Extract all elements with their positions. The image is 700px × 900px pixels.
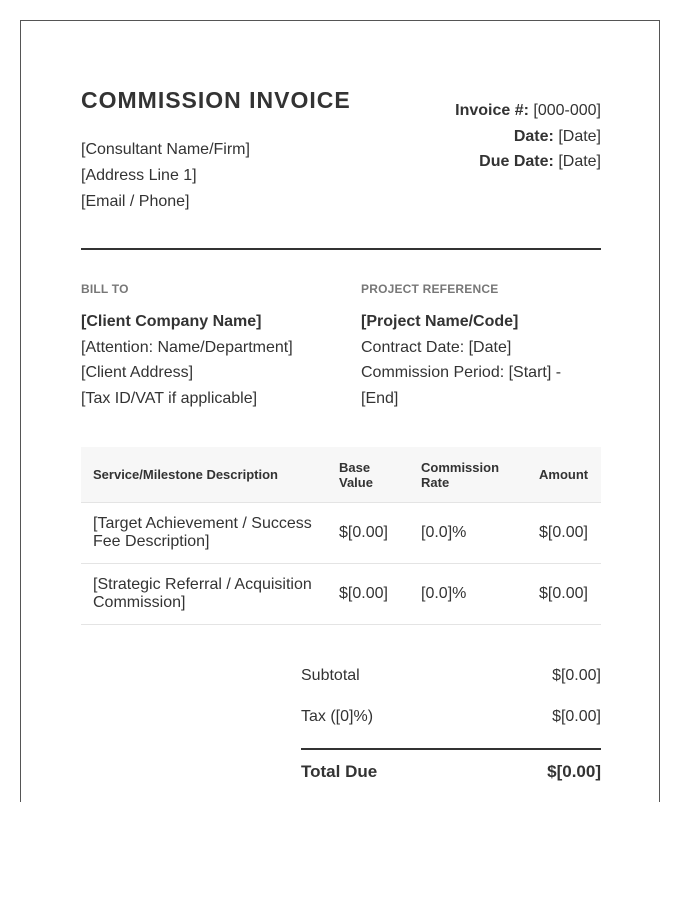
invoice-number-label: Invoice #: — [455, 102, 529, 119]
row-base-value: $[0.00] — [328, 564, 410, 625]
invoice-meta — [455, 98, 601, 175]
row-amount: $[0.00] — [527, 503, 601, 564]
subtotal-row — [301, 661, 601, 702]
contract-date: Contract Date: [Date] — [361, 338, 512, 356]
invoice-date-label: Date: — [513, 127, 554, 145]
invoice-date-value: [Date] — [558, 127, 601, 145]
table-row — [81, 564, 601, 625]
invoice-date-row — [455, 124, 601, 150]
table-row — [81, 503, 601, 564]
client-tax-id: [Tax ID/VAT if applicable] — [81, 389, 258, 407]
client-address: [Client Address] — [81, 364, 194, 381]
issuer-address: [Address Line 1] — [81, 167, 197, 184]
header-description: Service/Milestone Description — [81, 447, 328, 503]
issuer-name: [Consultant Name/Firm] — [81, 141, 250, 158]
header-divider — [81, 248, 601, 250]
due-date-value: [Date] — [558, 153, 601, 170]
row-description: [Target Achievement / Success Fee Description] — [81, 503, 328, 564]
bill-to-block — [81, 281, 321, 411]
subtotal-value: $[0.00] — [552, 667, 601, 684]
issuer-contact: [Email / Phone] — [81, 193, 190, 210]
client-company: [Client Company Name] — [81, 313, 262, 330]
row-commission-rate: [0.0]% — [410, 503, 527, 564]
bill-to-heading: BILL TO — [81, 282, 129, 296]
tax-row — [301, 702, 601, 743]
total-due-value: $[0.00] — [547, 762, 601, 781]
client-attention: [Attention: Name/Department] — [81, 338, 293, 356]
invoice-title: COMMISSION INVOICE — [81, 87, 351, 113]
subtotal-label: Subtotal — [301, 667, 360, 684]
tax-label: Tax ([0]%) — [301, 708, 374, 725]
row-base-value: $[0.00] — [328, 503, 410, 564]
header-amount: Amount — [527, 447, 601, 503]
line-items-table — [81, 447, 601, 625]
row-commission-rate: [0.0]% — [410, 564, 527, 625]
row-description: [Strategic Referral / Acquisition Commission] — [81, 564, 328, 625]
total-due-label: Total Due — [301, 762, 378, 781]
header-base-value: Base Value — [328, 447, 410, 503]
totals-block — [301, 661, 601, 801]
project-reference-block — [361, 281, 601, 411]
tax-value: $[0.00] — [552, 708, 601, 725]
due-date-label: Due Date: — [479, 153, 554, 170]
project-reference-heading: PROJECT REFERENCE — [361, 282, 499, 296]
commission-period: Commission Period: [Start] - [End] — [361, 364, 562, 407]
totals-divider — [301, 748, 601, 750]
table-header-row — [81, 447, 601, 503]
issuer-block — [81, 137, 250, 215]
invoice-number-value: [000-000] — [533, 102, 601, 119]
due-date-row — [455, 149, 601, 175]
header-commission-rate: Commission Rate — [410, 447, 527, 503]
total-due-row — [301, 760, 601, 801]
project-name: [Project Name/Code] — [361, 313, 519, 330]
invoice-number-row — [455, 98, 601, 124]
row-amount: $[0.00] — [527, 564, 601, 625]
invoice-page — [20, 20, 660, 802]
